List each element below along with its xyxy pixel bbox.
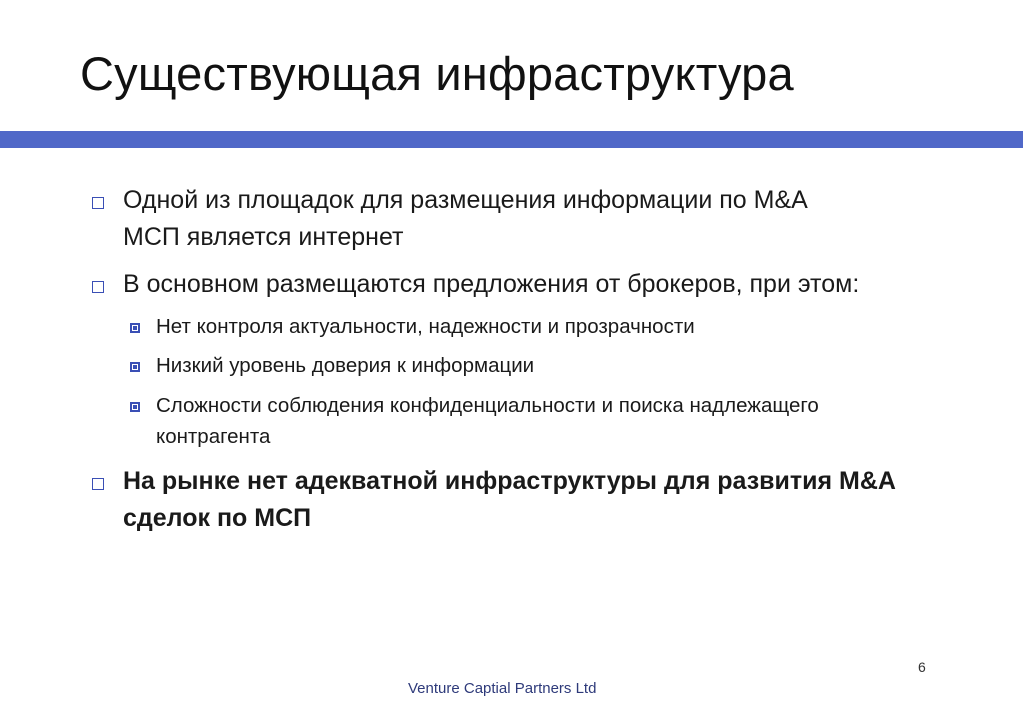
bullet-line: В основном размещаются предложения от брокеров, при этом: <box>123 270 860 298</box>
bullet-line: Одной из площадок для размещения информации по M&A <box>123 186 808 214</box>
bullet-item <box>123 266 993 303</box>
bullet-item-emphasis <box>123 463 993 537</box>
bullet-line: сделок по МСП <box>123 504 312 532</box>
filled-square-bullet-icon <box>130 362 140 372</box>
page-number: 6 <box>918 659 926 675</box>
hollow-square-bullet-icon <box>92 478 104 490</box>
footer-company-name: Venture Captial Partners Ltd <box>408 680 597 697</box>
sub-bullet-line: Сложности соблюдения конфиденциальности и поиска надлежащего <box>156 394 819 417</box>
title-accent-bar <box>0 131 1023 148</box>
bullet-line: На рынке нет адекватной инфраструктуры для развития M&A <box>123 467 896 495</box>
sub-bullet-item <box>156 350 966 381</box>
sub-bullet-line: Низкий уровень доверия к информации <box>156 354 535 377</box>
hollow-square-bullet-icon <box>92 281 104 293</box>
sub-bullet-item <box>156 311 966 342</box>
sub-bullet-item <box>156 390 966 452</box>
bullet-line: МСП является интернет <box>123 223 404 251</box>
bullet-item <box>123 182 993 256</box>
slide-title: Существующая инфраструктура <box>80 47 794 100</box>
sub-bullet-line: Нет контроля актуальности, надежности и прозрачности <box>156 315 695 338</box>
sub-bullet-line: контрагента <box>156 425 271 448</box>
hollow-square-bullet-icon <box>92 197 104 209</box>
filled-square-bullet-icon <box>130 323 140 333</box>
filled-square-bullet-icon <box>130 402 140 412</box>
